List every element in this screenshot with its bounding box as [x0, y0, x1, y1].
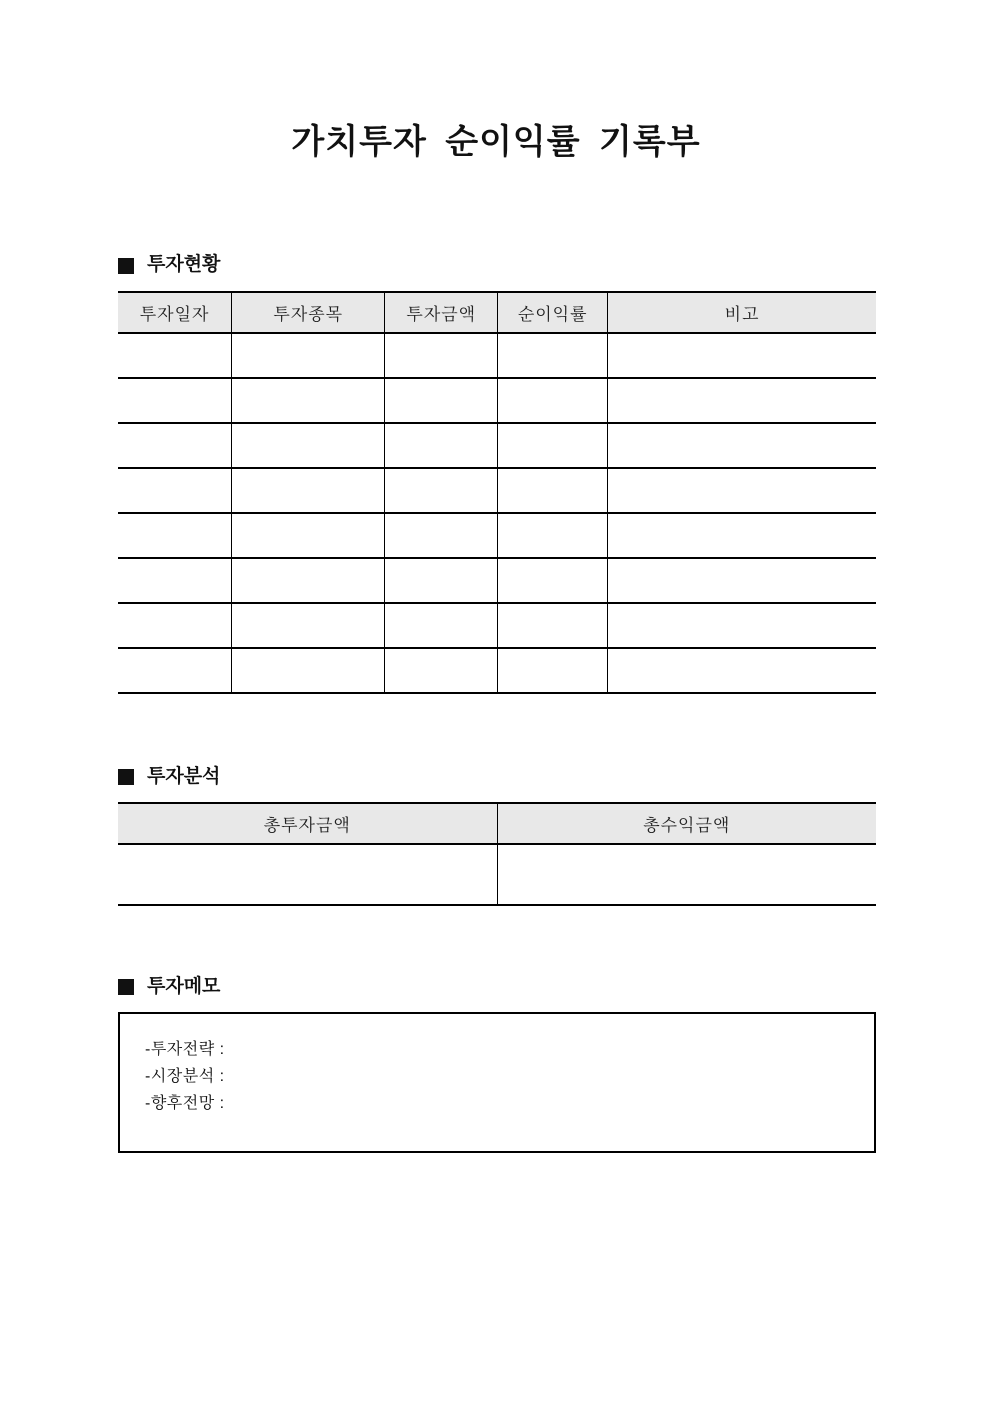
empty-cell — [118, 844, 497, 905]
table-row — [118, 844, 876, 905]
empty-cell — [497, 844, 876, 905]
table-row — [118, 333, 876, 378]
empty-cell — [118, 603, 232, 648]
column-header: 총투자금액 — [118, 803, 497, 844]
memo-line-strategy: -투자전략 : — [145, 1040, 225, 1058]
investment-analysis-table — [118, 802, 876, 906]
section-heading-investment-analysis — [118, 766, 876, 789]
empty-cell — [498, 468, 608, 513]
empty-cell — [232, 513, 385, 558]
empty-cell — [385, 513, 498, 558]
empty-cell — [118, 468, 232, 513]
empty-cell — [608, 468, 876, 513]
empty-cell — [385, 603, 498, 648]
empty-cell — [118, 378, 232, 423]
empty-cell — [232, 423, 385, 468]
document-content — [118, 254, 876, 1152]
investment-memo-box — [118, 1012, 876, 1153]
black-square-bullet-icon — [118, 979, 134, 995]
section-heading-label: 투자분석 — [147, 765, 221, 787]
empty-cell — [385, 468, 498, 513]
empty-cell — [498, 333, 608, 378]
column-header: 순이익률 — [498, 292, 608, 333]
empty-cell — [232, 333, 385, 378]
empty-cell — [118, 333, 232, 378]
empty-cell — [498, 558, 608, 603]
empty-cell — [385, 423, 498, 468]
table-header-row — [118, 803, 876, 844]
empty-cell — [118, 558, 232, 603]
investment-status-table — [118, 291, 876, 694]
document-title: 가치투자 순이익률 기록부 — [291, 123, 701, 161]
empty-cell — [498, 423, 608, 468]
empty-cell — [232, 603, 385, 648]
table-row — [118, 648, 876, 693]
section-heading-label: 투자메모 — [147, 975, 221, 997]
empty-cell — [608, 333, 876, 378]
column-header: 비고 — [608, 292, 876, 333]
column-header: 투자종목 — [232, 292, 385, 333]
empty-cell — [232, 378, 385, 423]
empty-cell — [385, 648, 498, 693]
empty-cell — [118, 648, 232, 693]
section-heading-label: 투자현황 — [147, 254, 221, 276]
table-row — [118, 423, 876, 468]
empty-cell — [232, 468, 385, 513]
empty-cell — [608, 603, 876, 648]
black-square-bullet-icon — [118, 769, 134, 785]
memo-line-market-analysis: -시장분석 : — [145, 1067, 225, 1085]
black-square-bullet-icon — [118, 258, 134, 274]
column-header: 총수익금액 — [497, 803, 876, 844]
section-heading-investment-memo — [118, 976, 876, 999]
empty-cell — [118, 423, 232, 468]
empty-cell — [608, 558, 876, 603]
empty-cell — [385, 333, 498, 378]
table-row — [118, 468, 876, 513]
section-heading-investment-status — [118, 254, 876, 277]
column-header: 투자일자 — [118, 292, 232, 333]
table-header-row — [118, 292, 876, 333]
empty-cell — [385, 558, 498, 603]
column-header: 투자금액 — [385, 292, 498, 333]
empty-cell — [385, 378, 498, 423]
empty-cell — [608, 648, 876, 693]
empty-cell — [608, 423, 876, 468]
table-row — [118, 558, 876, 603]
empty-cell — [498, 378, 608, 423]
memo-line-future-outlook: -향후전망 : — [145, 1094, 225, 1112]
table-row — [118, 378, 876, 423]
empty-cell — [118, 513, 232, 558]
empty-cell — [232, 558, 385, 603]
empty-cell — [498, 603, 608, 648]
empty-cell — [498, 513, 608, 558]
table-row — [118, 603, 876, 648]
table-row — [118, 513, 876, 558]
empty-cell — [608, 513, 876, 558]
empty-cell — [498, 648, 608, 693]
empty-cell — [608, 378, 876, 423]
empty-cell — [232, 648, 385, 693]
